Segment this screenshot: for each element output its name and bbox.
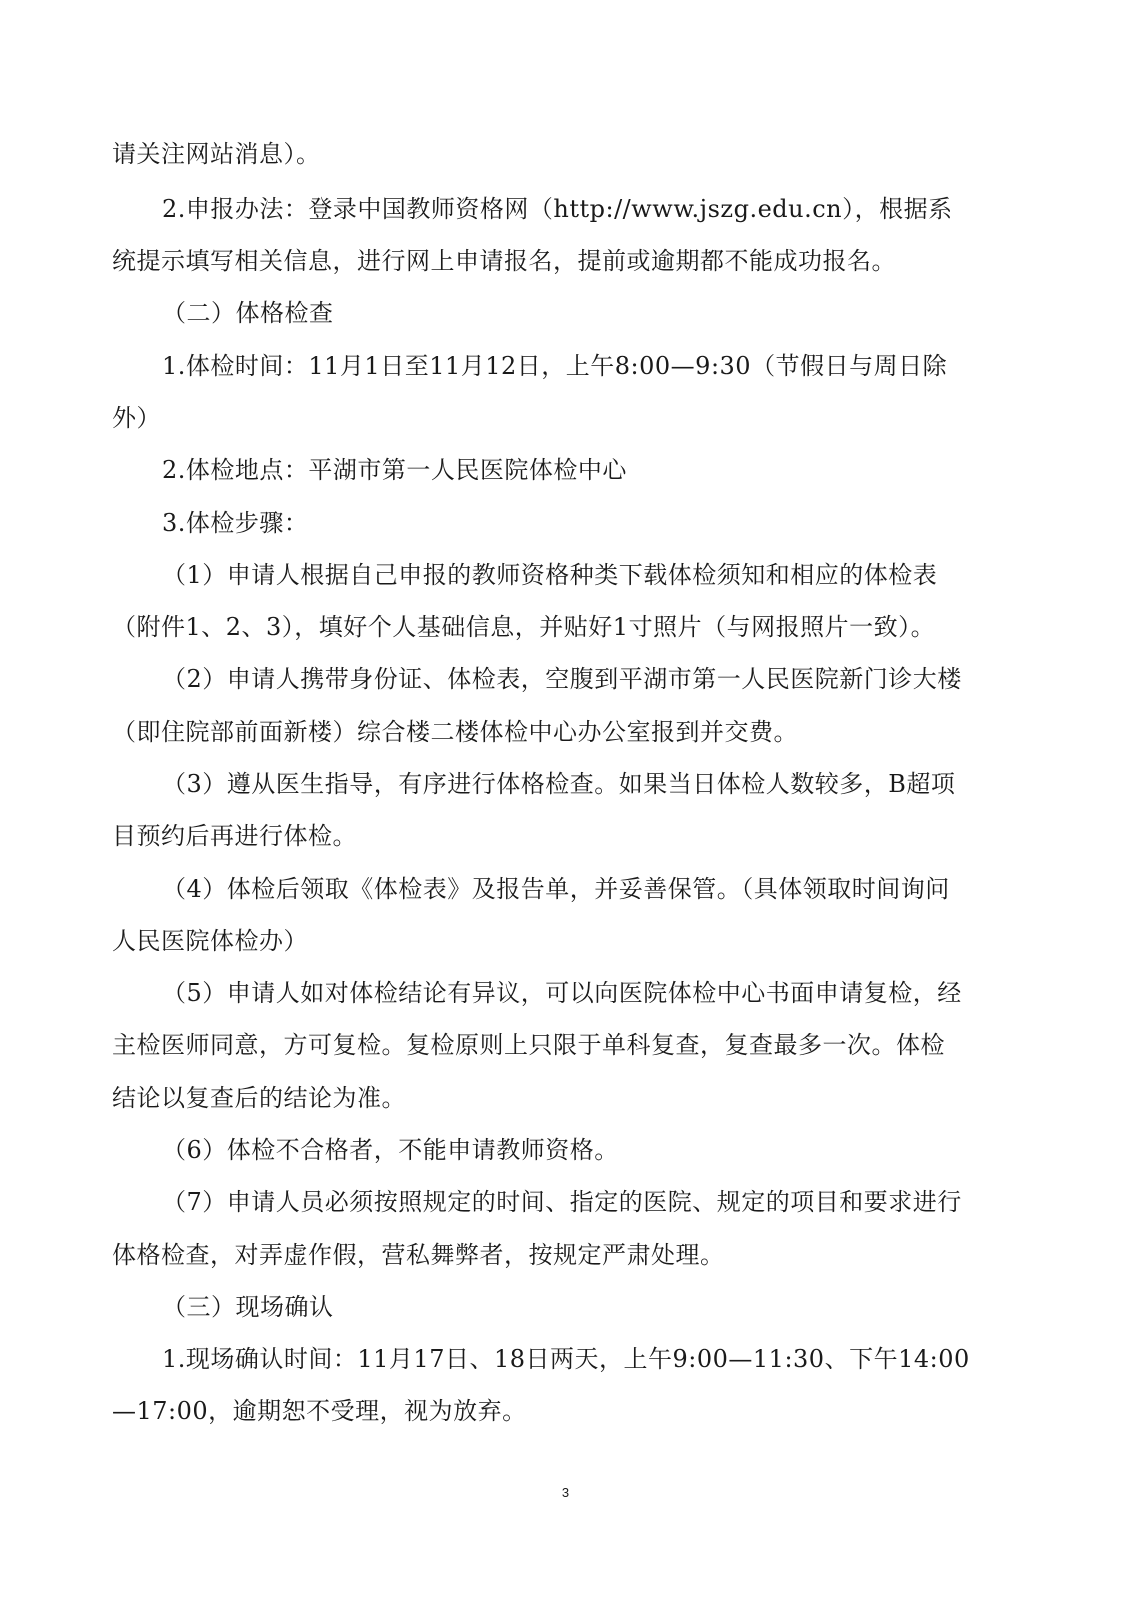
paragraph-line: （5）申请人如对体检结论有异议，可以向医院体检中心书面申请复检，经 bbox=[162, 979, 962, 1007]
paragraph-line: （7）申请人员必须按照规定的时间、指定的医院、规定的项目和要求进行 bbox=[162, 1188, 962, 1216]
paragraph-line: 2.体检地点：平湖市第一人民医院体检中心 bbox=[162, 456, 627, 484]
paragraph-line: （附件1、2、3），填好个人基础信息，并贴好1寸照片（与网报照片一致）。 bbox=[112, 613, 936, 641]
paragraph-line: 2.申报办法：登录中国教师资格网（http://www.jszg.edu.cn），根据系 bbox=[162, 195, 953, 223]
section-heading: （二）体格检查 bbox=[162, 299, 334, 327]
paragraph-line: （2）申请人携带身份证、体检表，空腹到平湖市第一人民医院新门诊大楼 bbox=[162, 665, 962, 693]
paragraph-line: （6）体检不合格者，不能申请教师资格。 bbox=[162, 1136, 619, 1164]
paragraph-line: 请关注网站消息）。 bbox=[112, 140, 321, 168]
paragraph-line: 1.体检时间：11月1日至11月12日，上午8:00—9:30（节假日与周日除 bbox=[162, 352, 948, 380]
paragraph-line: 外） bbox=[112, 404, 161, 432]
paragraph-line: 主检医师同意，方可复检。复检原则上只限于单科复查，复查最多一次。体检 bbox=[112, 1031, 945, 1059]
paragraph-line: 目预约后再进行体检。 bbox=[112, 822, 357, 850]
paragraph-line: 结论以复查后的结论为准。 bbox=[112, 1084, 406, 1112]
paragraph-line: （3）遵从医生指导，有序进行体格检查。如果当日体检人数较多，B超项 bbox=[162, 770, 956, 798]
section-heading: （三）现场确认 bbox=[162, 1293, 334, 1321]
paragraph-line: （即住院部前面新楼）综合楼二楼体检中心办公室报到并交费。 bbox=[112, 718, 798, 746]
paragraph-line: 3.体检步骤： bbox=[162, 509, 309, 537]
paragraph-line: 人民医院体检办） bbox=[112, 927, 308, 955]
paragraph-line: 1.现场确认时间：11月17日、18日两天，上午9:00—11:30、下午14:00 bbox=[162, 1345, 970, 1373]
paragraph-line: （1）申请人根据自己申报的教师资格种类下载体检须知和相应的体检表 bbox=[162, 561, 938, 589]
paragraph-line: 体格检查，对弄虚作假，营私舞弊者，按规定严肃处理。 bbox=[112, 1241, 725, 1269]
paragraph-line: 统提示填写相关信息，进行网上申请报名，提前或逾期都不能成功报名。 bbox=[112, 247, 896, 275]
paragraph-line: —17:00，逾期恕不受理，视为放弃。 bbox=[112, 1397, 527, 1425]
paragraph-line: （4）体检后领取《体检表》及报告单，并妥善保管。（具体领取时间询问 bbox=[162, 875, 950, 903]
page-number: 3 bbox=[561, 1485, 570, 1500]
